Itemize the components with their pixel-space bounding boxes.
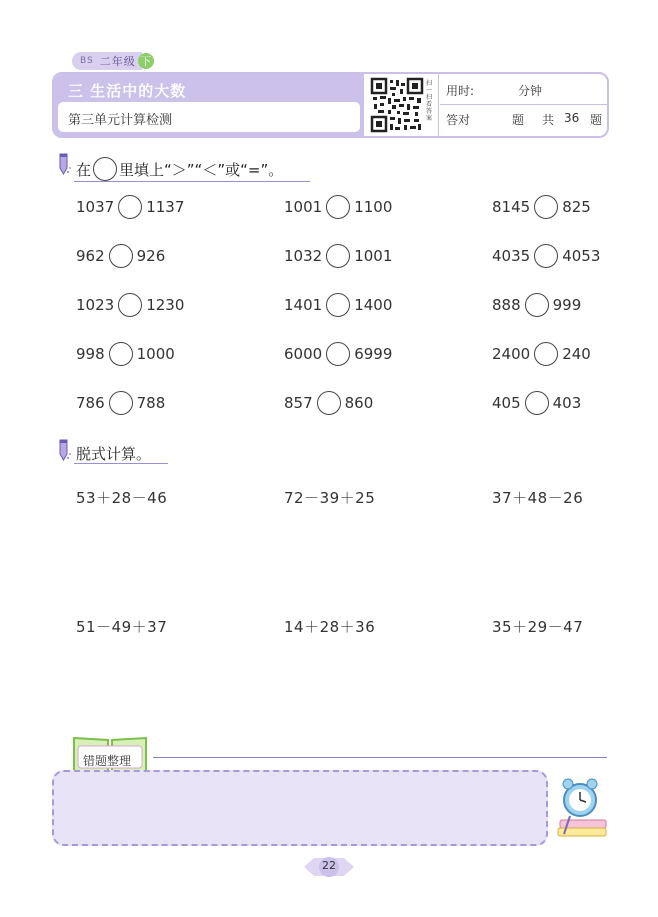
answer-circle[interactable] (118, 293, 142, 317)
calculation-expression: 72－39＋25 (284, 489, 376, 507)
comparison-left-number: 4035 (492, 247, 531, 265)
calculation-expression: 53＋28－46 (76, 489, 168, 507)
comparison-item (492, 293, 581, 317)
comparison-item (76, 342, 175, 366)
time-unit: 分钟 (518, 84, 543, 98)
comparison-item (76, 391, 165, 415)
comparison-item (284, 342, 392, 366)
error-section-title: 错题整理 (83, 754, 132, 768)
stats-panel (440, 74, 607, 136)
comparison-item (284, 293, 392, 317)
correct-label: 答对 (446, 113, 471, 127)
total-label: 共 (542, 113, 555, 127)
questions-word-2: 题 (590, 113, 603, 127)
volume-label: 下 (138, 53, 154, 69)
comparison-item (492, 391, 581, 415)
comparison-right-number: 1400 (354, 296, 393, 314)
comparison-left-number: 1001 (284, 198, 323, 216)
comparison-right-number: 825 (562, 198, 591, 216)
pencil-icon (56, 152, 72, 176)
answer-circle[interactable] (534, 195, 558, 219)
section1-title (76, 157, 283, 181)
comparison-left-number: 6000 (284, 345, 323, 363)
comparison-left-number: 1032 (284, 247, 323, 265)
answer-circle[interactable] (326, 342, 350, 366)
answer-circle[interactable] (326, 293, 350, 317)
edition-label: BS (80, 56, 94, 66)
comparison-right-number: 1137 (146, 198, 185, 216)
comparison-right-number: 4053 (562, 247, 601, 265)
alarm-clock-icon (554, 772, 610, 842)
comparison-item (492, 342, 591, 366)
header-divider (438, 74, 439, 136)
grade-label: 二年级 (99, 55, 136, 68)
grade-badge (72, 52, 154, 70)
answer-circle[interactable] (534, 244, 558, 268)
comparison-item (76, 195, 184, 219)
calculation-expression: 37＋48－26 (492, 489, 584, 507)
time-label: 用时: (446, 84, 475, 98)
comparison-item (492, 195, 591, 219)
comparison-right-number: 240 (562, 345, 591, 363)
test-title-box (58, 102, 360, 132)
comparison-right-number: 926 (136, 247, 166, 265)
answer-circle[interactable] (534, 342, 558, 366)
total-count: 36 (564, 111, 580, 125)
answer-circle[interactable] (525, 293, 549, 317)
calculation-expression: 35＋29－47 (492, 618, 584, 636)
comparison-right-number: 6999 (354, 345, 393, 363)
comparison-left-number: 1023 (76, 296, 115, 314)
comparison-right-number: 788 (136, 394, 166, 412)
answer-circle[interactable] (109, 391, 133, 415)
comparison-left-number: 1401 (284, 296, 323, 314)
score-row (440, 105, 607, 135)
comparison-left-number: 8145 (492, 198, 531, 216)
blank-circle-icon (93, 157, 117, 181)
answer-circle[interactable] (109, 342, 133, 366)
qr-code-icon (370, 77, 424, 133)
comparison-left-number: 1037 (76, 198, 115, 216)
section2-title: 脱式计算。 (76, 445, 152, 463)
comparison-left-number: 405 (492, 394, 521, 412)
comparison-right-number: 1000 (136, 345, 175, 363)
comparison-right-number: 999 (552, 296, 582, 314)
error-section-line (153, 757, 607, 758)
page-number-text: 22 (322, 859, 336, 872)
comparison-item (492, 244, 600, 268)
section1-underline (74, 181, 310, 182)
answer-circle[interactable] (326, 244, 350, 268)
comparison-item (76, 244, 165, 268)
answer-circle[interactable] (118, 195, 142, 219)
section1-title-after: 里填上“＞”“＜”或“=”。 (119, 160, 284, 179)
comparison-right-number: 1230 (146, 296, 185, 314)
comparison-right-number: 860 (344, 394, 374, 412)
comparison-left-number: 998 (76, 345, 105, 363)
section2-underline (74, 463, 168, 464)
page-number (310, 857, 348, 877)
answer-circle[interactable] (326, 195, 350, 219)
comparison-item (284, 391, 373, 415)
qr-side-text: 扫一扫看答案 (426, 80, 433, 122)
comparison-right-number: 1001 (354, 247, 393, 265)
comparison-left-number: 786 (76, 394, 105, 412)
section1-title-before: 在 (76, 160, 92, 179)
header-title-panel (54, 74, 364, 136)
answer-circle[interactable] (317, 391, 341, 415)
calculation-expression: 14＋28＋36 (284, 618, 376, 636)
test-header (52, 72, 609, 138)
comparison-left-number: 888 (492, 296, 521, 314)
questions-word: 题 (512, 113, 525, 127)
test-title: 第三单元计算检测 (68, 113, 173, 128)
comparison-left-number: 962 (76, 247, 105, 265)
comparison-item (76, 293, 184, 317)
unit-title: 三 生活中的大数 (68, 82, 187, 100)
comparison-item (284, 244, 392, 268)
comparison-right-number: 1100 (354, 198, 393, 216)
calculation-expression: 51－49＋37 (76, 618, 168, 636)
pencil-icon (56, 438, 72, 462)
answer-circle[interactable] (109, 244, 133, 268)
comparison-item (284, 195, 392, 219)
comparison-left-number: 2400 (492, 345, 531, 363)
comparison-left-number: 857 (284, 394, 313, 412)
error-notes-box (52, 770, 548, 846)
comparison-right-number: 403 (552, 394, 582, 412)
answer-circle[interactable] (525, 391, 549, 415)
time-row (440, 74, 607, 105)
